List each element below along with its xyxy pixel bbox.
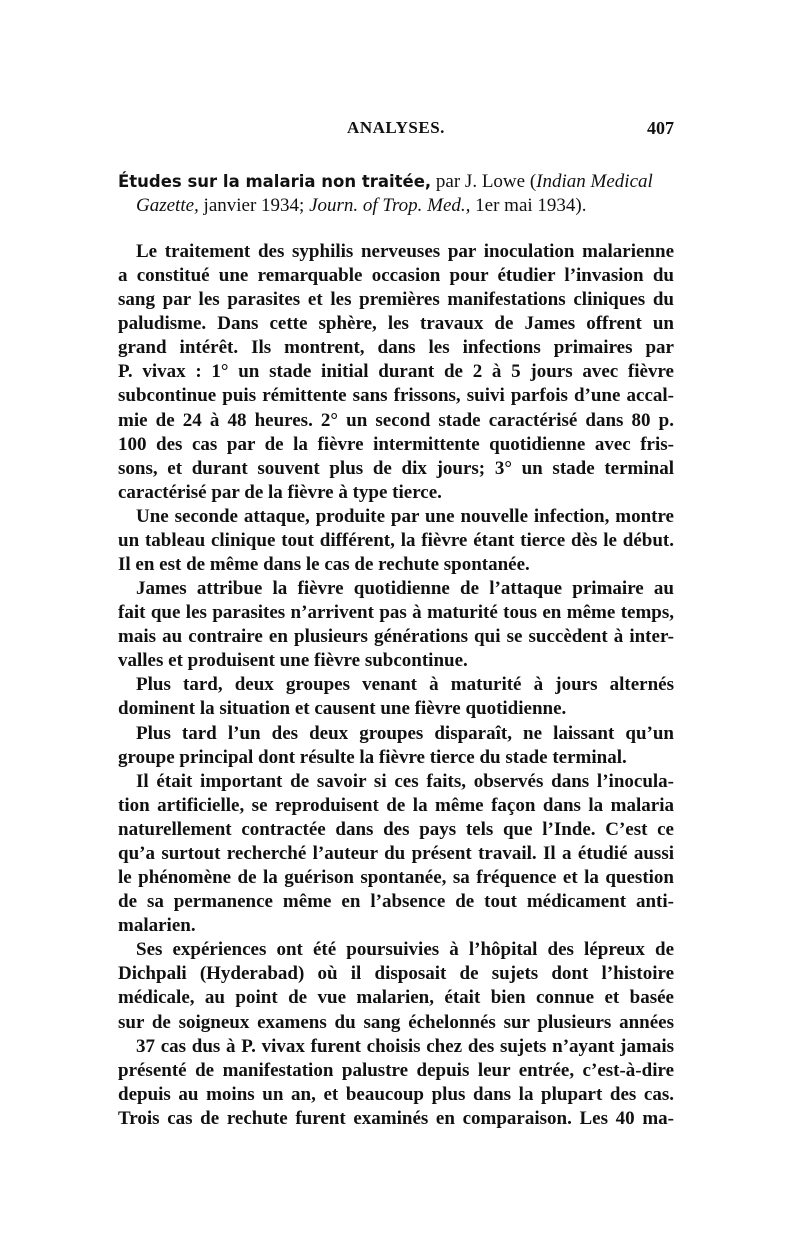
text-line: caractérisé par de la fièvre à type tierce.	[118, 481, 442, 503]
text-line: le phénomène de la guérison spontanée, sa fréquence et la question	[118, 867, 674, 889]
citation-journal-1: Indian Medical	[536, 171, 653, 192]
text-line: Le traitement des syphilis nerveuses par inoculation malarienne	[136, 241, 674, 262]
text-line: sang par les parasites et les premières manifestations cliniques du	[118, 289, 674, 311]
text-line: P. vivax : 1° un stade initial durant de 2 à 5 jours avec fièvre	[118, 361, 674, 383]
text-line: depuis au moins un an, et beaucoup plus dans la plupart des cas.	[118, 1083, 674, 1105]
text-line: Il était important de savoir si ces faits, observés dans l’inocula-	[136, 770, 674, 792]
text-line: malarien.	[118, 915, 196, 937]
text-line: naturellement contractée dans des pays tels que l’Inde. C’est ce	[118, 818, 674, 840]
text-line: tion artificielle, se reproduisent de la même façon dans la malaria	[118, 794, 674, 816]
text-line: un tableau clinique tout différent, la fièvre étant tierce dès le début.	[118, 529, 674, 551]
text-line: grand intérêt. Ils montrent, dans les infections primaires par	[118, 337, 674, 359]
text-line: Trois cas de rechute furent examinés en comparaison. Les 40 ma-	[118, 1107, 674, 1129]
text-line: médicale, au point de vue malarien, était bien connue et basée	[118, 987, 674, 1009]
text-line: fait que les parasites n’arrivent pas à maturité tous en même temps,	[118, 602, 674, 624]
article-citation	[118, 170, 674, 218]
text-line: Plus tard l’un des deux groupes disparaît, ne laissant qu’un	[136, 722, 674, 744]
text-line: valles et produisent une fièvre subcontinue.	[118, 650, 468, 672]
text-line: a constitué une remarquable occasion pour étudier l’invasion du	[118, 265, 674, 287]
text-line: dominent la situation et causent une fièvre quotidienne.	[118, 698, 567, 720]
text-line: mais au contraire en plusieurs générations qui se succèdent à inter-	[118, 626, 674, 648]
citation-date-2: 1er mai 1934).	[470, 195, 587, 216]
text-line: 100 des cas par de la fièvre intermittente quotidienne avec fris-	[118, 433, 674, 455]
page-header	[118, 118, 674, 142]
text-line: Plus tard, deux groupes venant à maturité à jours alternés	[136, 674, 674, 696]
text-line: Ses expériences ont été poursuivies à l’hôpital des lépreux de	[136, 939, 674, 961]
article-title: Études sur la malaria non traitée,	[118, 172, 432, 191]
citation-author: par J. Lowe (	[431, 171, 537, 192]
text-line: Une seconde attaque, produite par une nouvelle infection, montre	[136, 505, 674, 527]
text-line: groupe principal dont résulte la fièvre tierce du stade terminal.	[118, 746, 627, 768]
citation-journal-1-cont: Gazette,	[136, 195, 199, 216]
running-title: ANALYSES.	[347, 118, 445, 137]
text-line: sur de soigneux examens du sang échelonnés sur plusieurs années	[118, 1011, 674, 1033]
article-body	[118, 240, 674, 1131]
text-line: présenté de manifestation palustre depuis leur entrée, c’est-à-dire	[118, 1059, 674, 1081]
page-number: 407	[647, 118, 674, 138]
citation-date-1: janvier 1934;	[198, 195, 310, 216]
text-line: James attribue la fièvre quotidienne de l’attaque primaire au	[136, 578, 674, 600]
text-line: de sa permanence même en l’absence de tout médicament anti-	[118, 891, 674, 913]
text-line: sons, et durant souvent plus de dix jours; 3° un stade terminal	[118, 457, 674, 479]
text-line: qu’a surtout recherché l’auteur du présent travail. Il a étudié aussi	[118, 842, 674, 864]
citation-journal-2: Journ. of Trop. Med.,	[309, 195, 471, 216]
text-line: paludisme. Dans cette sphère, les travaux de James offrent un	[118, 313, 674, 335]
text-line: 37 cas dus à P. vivax furent choisis chez des sujets n’ayant jamais	[136, 1035, 674, 1057]
text-line: Il en est de même dans le cas de rechute spontanée.	[118, 554, 530, 576]
text-line: mie de 24 à 48 heures. 2° un second stade caractérisé dans 80 p.	[118, 409, 674, 431]
text-line: Dichpali (Hyderabad) où il disposait de sujets dont l’histoire	[118, 963, 674, 985]
text-line: subcontinue puis rémittente sans frissons, suivi parfois d’une accal-	[118, 385, 674, 407]
